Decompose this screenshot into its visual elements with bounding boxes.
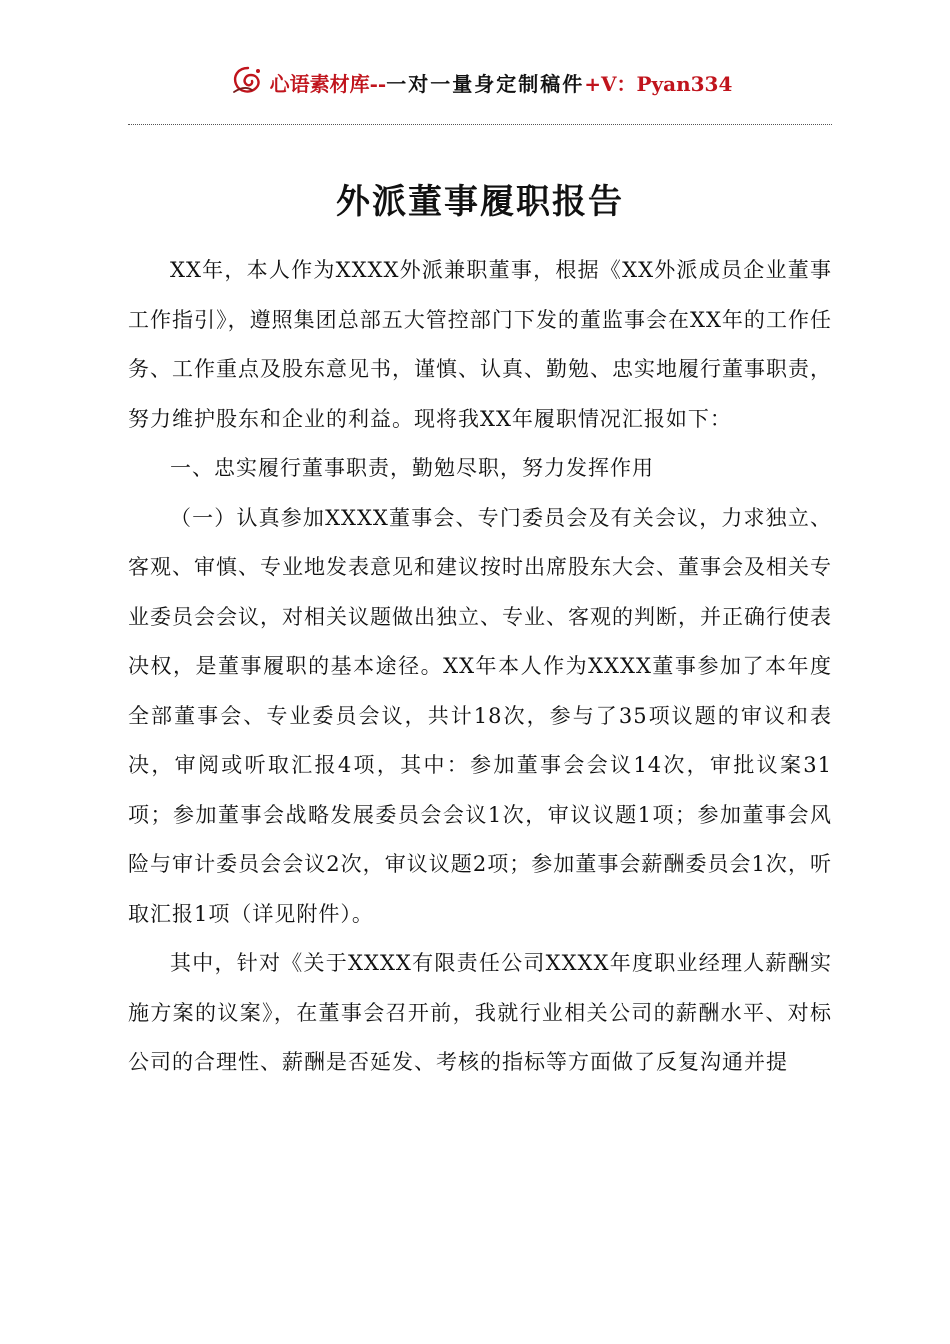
- paragraph-meetings: （一）认真参加XXXX董事会、专门委员会及有关会议，力求独立、客观、审慎、专业地发表意见和建议按时出席股东大会、董事会及相关专业委员会会议，对相关议题做出独立、专业、客观的判断，并正确行使表决权，是董事履职的基本途径。XX年本人作为XXXX董事参加了本年度全部董事会、专业委员会议，共计18次，参与了35项议题的审议和表决，审阅或听取汇报4项，其中：参加董事会会议14次，审批议案31项；参加董事会战略发展委员会会议1次，审议议题1项；参加董事会风险与审计委员会会议2次，审议议题2项；参加董事会薪酬委员会1次，听取汇报1项（详见附件）。: [128, 505, 832, 926]
- header-divider: [128, 124, 832, 125]
- paragraph-intro: XX年，本人作为XXXX外派兼职董事，根据《XX外派成员企业董事工作指引》，遵照集团总部五大管控部门下发的董监事会在XX年的工作任务、工作重点及股东意见书，谨慎、认真、勤勉、忠实地履行董事职责，努力维护股东和企业的利益。现将我XX年履职情况汇报如下：: [128, 258, 832, 431]
- header-separator: --: [369, 71, 387, 96]
- header-contact: +V：Pyan334: [584, 71, 733, 96]
- paragraph-salary-proposal: 其中，针对《关于XXXX有限责任公司XXXX年度职业经理人薪酬实施方案的议案》，在董事会召开前，我就行业相关公司的薪酬水平、对标公司的合理性、薪酬是否延发、考核的指标等方面做了反复沟通并提: [128, 951, 832, 1074]
- header-tagline: 一对一量身定制稿件: [386, 71, 585, 96]
- swirl-logo-icon: [228, 62, 268, 102]
- document-title: 外派董事履职报告: [336, 182, 624, 222]
- section-heading-1: 一、忠实履行董事职责，勤勉尽职，努力发挥作用: [170, 456, 654, 480]
- brand-name: 心语素材库: [269, 71, 370, 96]
- header-text: [270, 68, 733, 97]
- page-header: [128, 58, 832, 106]
- document-body: [128, 246, 832, 1088]
